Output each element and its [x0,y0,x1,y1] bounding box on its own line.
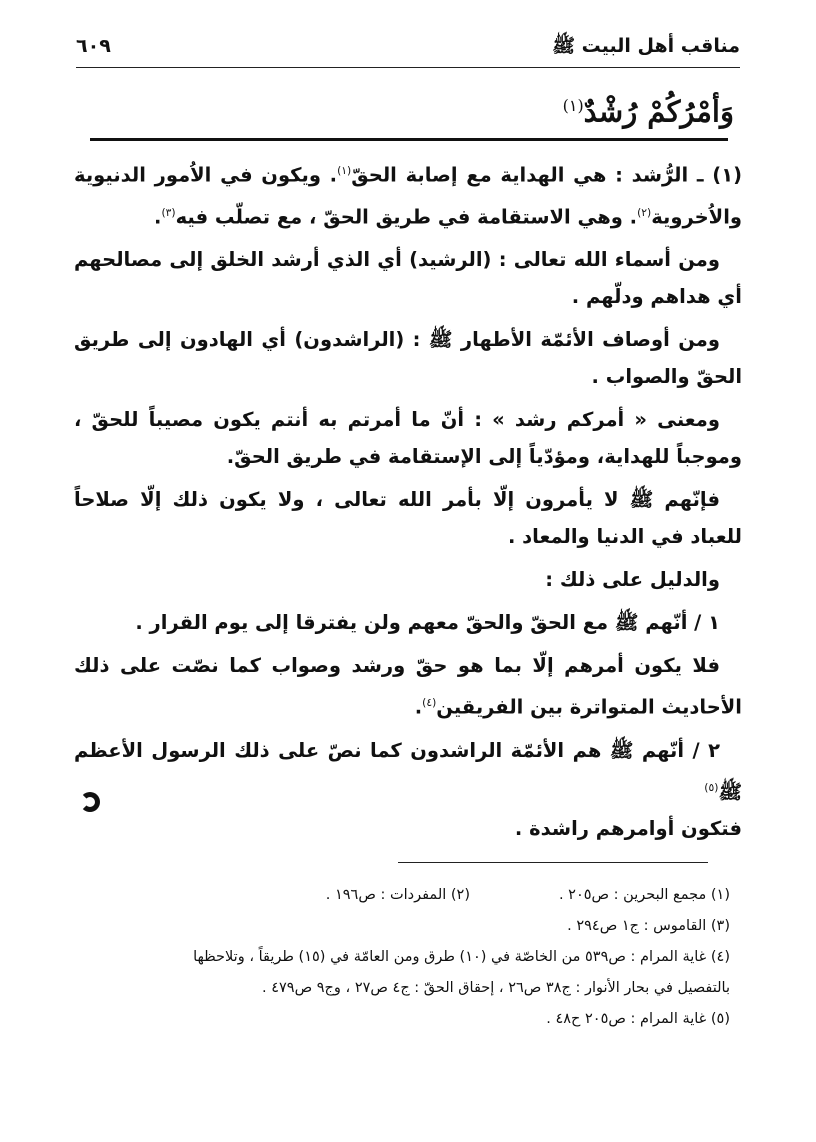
verse-text [563,86,734,132]
footnote-4-line-2: بالتفصيل في بحار الأنوار : ج٣٨ ص٢٦ ، إحقاق الحقّ : ج٤ ص٢٧ ، وج٩ ص٤٧٩ . [262,980,730,996]
footnote-ref-1: (١) [337,164,352,177]
running-head [76,34,740,62]
paragraph-evidence-1: ١ / أنّهم ﷺ مع الحقّ والحقّ معهم ولن يفترقا إلى يوم القرار . [135,611,720,634]
paragraph-evidence-heading: والدليل على ذلك : [545,568,720,591]
header-rule [76,67,740,68]
footnote-ref-3: (٣) [161,205,176,219]
definition-text-3: . وهي الاستقامة في طريق الحقّ ، مع تصلّب فيه [175,205,638,228]
footnote-3: (٣) القاموس : ج١ ص٢٩٤ . [567,918,730,934]
definition-text-1: (١) ـ الرُّشد : هي الهداية مع إصابة الحقّ [351,163,743,187]
paragraph-names-of-god: ومن أسماء الله تعالى : (الرشيد) أي الذي أرشد الخلق إلى مصالحهم أي هداهم ودلّهم . [74,248,742,308]
definition-text-4: . [154,205,162,228]
commentary-body [74,152,742,853]
verse-phrase: وَأمْرُكُمْ رُشْدٌ [583,94,734,129]
footnote-5: (٥) غاية المرام : ص٢٠٥ ح٤٨ . [546,1011,730,1027]
paragraph-evidence-2 [74,732,742,848]
hadith-end: . [414,695,423,719]
section-end-mark-icon [80,792,100,812]
footnote-ref-2: (٢) [637,205,652,219]
footnote-ref-4: (٤) [422,696,437,709]
footnote-rule [398,862,708,863]
hadith-text: فلا يكون أمرهم إلّا بما هو حقّ ورشد وصواب كما نصّت على ذلك الأحاديث المتواترة بين الفريقين [74,654,742,719]
evidence-2-conclusion: فتكون أوامرهم راشدة . [514,817,742,840]
running-title: مناقب أهل البيت ﷺ [552,35,740,57]
footnote-2: (٢) المفردات : ص١٩٦ . [325,887,470,903]
footnote-1: (١) مجمع البحرين : ص٢٠٥ . [558,887,730,903]
paragraph-definition [74,152,742,235]
footnotes [74,880,730,1035]
section-divider [90,138,728,141]
definition-text-2: . ويكون في الاُمور الدنيوية والاُخروية [74,163,742,228]
footnote-4-line-1: (٤) غاية المرام : ص٥٣٩ من الخاصّة في (١٠) طرق ومن العامّة في (١٥) طريقاً ، وتلاحظها [193,949,730,965]
paragraph-imams-attributes: ومن أوصاف الأئمّة الأطهار ﷺ : (الراشدون) أي الهادون إلى طريق الحقّ والصواب . [74,328,742,388]
paragraph-commands: فإنّهم ﷺ لا يأمرون إلّا بأمر الله تعالى ، ولا يكون ذلك إلّا صلاحاً للعباد في الدنيا والمعاد . [74,488,742,548]
page-number: ٦٠٩ [76,35,111,57]
footnote-row-1 [74,880,730,911]
paragraph-hadith [74,647,742,726]
verse-footnote-ref: (١) [562,96,584,115]
footnote-ref-5: (٥) [704,780,719,794]
paragraph-meaning: ومعنى « أمركم رشد » : أنّ ما أمرتم به أنتم يكون مصيباً للحقّ ، وموجباً للهداية، ومؤدّياً إلى الإستقامة في طريق الحقّ. [74,408,742,468]
evidence-2-text: ٢ / أنّهم ﷺ هم الأئمّة الراشدون كما نصّ على ذلك الرسول الأعظم ﷺ [74,738,742,803]
